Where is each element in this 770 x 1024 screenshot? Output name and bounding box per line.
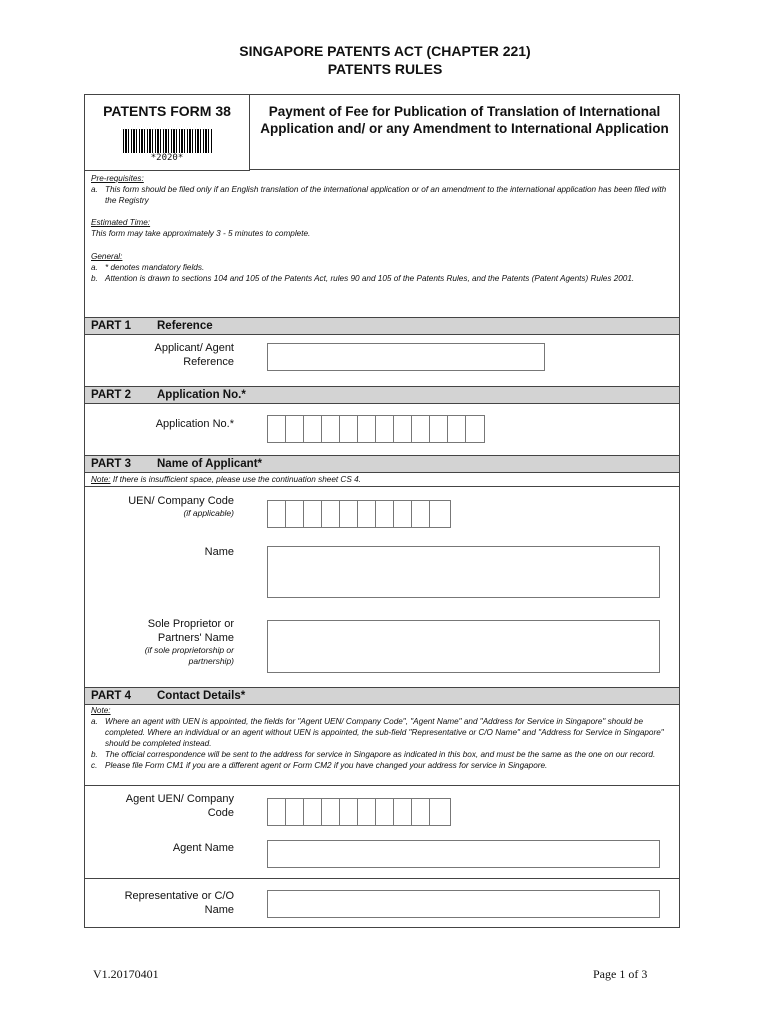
general-heading: General: [91, 252, 123, 261]
part3-header [85, 455, 679, 473]
representative-label [125, 889, 234, 917]
intro-section [91, 173, 675, 284]
note-text: If there is insufficient space, please use the continuation sheet CS 4. [110, 475, 361, 484]
list-marker: b. [91, 274, 98, 283]
label-sub: (if applicable) [183, 508, 234, 518]
application-no-input[interactable] [267, 415, 485, 443]
label-sub: partnership) [188, 656, 234, 666]
list-marker: a. [91, 717, 98, 726]
list-text: * denotes mandatory fields. [105, 263, 205, 272]
sole-proprietor-input[interactable] [267, 620, 660, 673]
application-no-label: Application No.* [155, 418, 234, 430]
part-number: PART 1 [91, 320, 132, 332]
barcode-text: *2020* [150, 153, 184, 163]
part3-note [91, 474, 675, 485]
time-heading: Estimated Time: [91, 218, 151, 227]
list-text: Where an agent with UEN is appointed, the fields for "Agent UEN/ Company Code", "Agent Name" and "Address for Service in Singapore" should be completed. Where an individual or an agent without UEN is appointed, the sub-field "Representative or C/O Name" and "Address for Service in Singapore" should be completed instead. [105, 717, 664, 748]
form-frame [84, 94, 680, 928]
applicant-name-label: Name [204, 546, 234, 558]
part-name: Name of Applicant* [157, 458, 263, 470]
page-number: Page 1 of 3 [593, 967, 648, 981]
label-line: Agent UEN/ Company [125, 793, 234, 805]
divider [85, 785, 679, 786]
version-label: V1.20170401 [93, 967, 159, 981]
list-marker: c. [91, 761, 98, 770]
agent-uen-label [126, 792, 234, 820]
sole-proprietor-label [145, 617, 234, 667]
note-label: Note: [91, 706, 111, 715]
part1-header [85, 317, 679, 335]
form-number-cell [85, 95, 250, 171]
part-name: Reference [157, 320, 213, 332]
list-text: This form should be filed only if an English translation of the international application or of an amendment to the international application has been filed with the Registry [105, 185, 667, 205]
label-sub: (if sole proprietorship or [144, 645, 234, 655]
divider [85, 878, 679, 879]
applicant-name-input[interactable] [267, 546, 660, 598]
label-line: UEN/ Company Code [128, 495, 234, 507]
uen-label [128, 494, 234, 519]
reference-input[interactable] [267, 343, 545, 371]
act-title: SINGAPORE PATENTS ACT (CHAPTER 221) [239, 43, 531, 59]
label-line: Name [204, 904, 234, 916]
label-line: Representative or C/O [124, 890, 234, 902]
label-line: Reference [183, 356, 234, 368]
part-number: PART 3 [91, 458, 132, 470]
label-line: Applicant/ Agent [154, 342, 234, 354]
time-text: This form may take approximately 3 - 5 minutes to complete. [91, 229, 311, 238]
list-text: Attention is drawn to sections 104 and 105 of the Patents Act, rules 90 and 105 of the Patents Rules, and the Patents (Patent Agents) Rules 2001. [105, 274, 635, 283]
prereq-heading: Pre-requisites: [91, 174, 144, 183]
list-item [91, 716, 675, 749]
list-item [91, 184, 675, 206]
note-label: Note: [91, 475, 111, 484]
rules-title: PATENTS RULES [327, 61, 443, 77]
part4-note [91, 705, 675, 771]
part2-header [85, 386, 679, 404]
part-number: PART 2 [91, 389, 132, 401]
list-item [91, 262, 675, 273]
list-text: Please file Form CM1 if you are a different agent or Form CM2 if you have changed your address for service in Singapore. [105, 761, 548, 770]
agent-name-input[interactable] [267, 840, 660, 868]
part-number: PART 4 [91, 690, 132, 702]
part-name: Contact Details* [157, 690, 246, 702]
list-marker: a. [91, 185, 98, 194]
list-item [91, 273, 675, 284]
uen-input[interactable] [267, 500, 451, 528]
agent-uen-input[interactable] [267, 798, 451, 826]
label-line: Code [207, 807, 234, 819]
list-item [91, 749, 675, 760]
label-line: Partners' Name [157, 632, 234, 644]
list-item [91, 760, 675, 771]
label-line: Sole Proprietor or [147, 618, 234, 630]
list-text: The official correspondence will be sent to the address for service in Singapore as indicated in this box, and must be the same as the one on our record. [105, 750, 656, 759]
part-name: Application No.* [157, 389, 246, 401]
form-number: PATENTS FORM 38 [103, 103, 231, 119]
list-marker: a. [91, 263, 98, 272]
barcode-image [123, 129, 213, 153]
divider [85, 486, 679, 487]
representative-input[interactable] [267, 890, 660, 918]
part4-header [85, 687, 679, 705]
list-marker: b. [91, 750, 98, 759]
agent-name-label: Agent Name [172, 842, 234, 854]
applicant-agent-reference-label [154, 341, 234, 369]
form-title: Payment of Fee for Publication of Translation of International Application and/ or any Amendment to International Application [250, 95, 679, 170]
